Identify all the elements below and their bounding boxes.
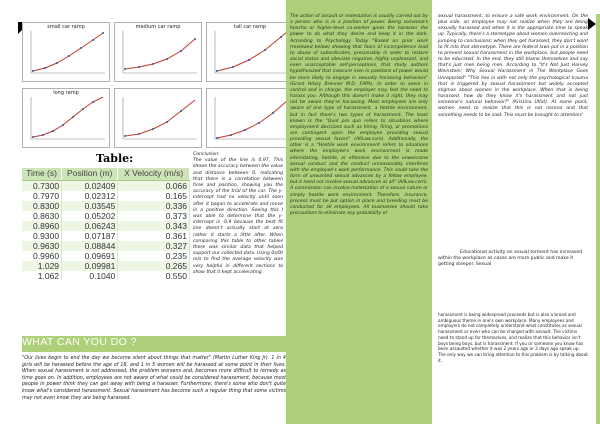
chart-svg	[115, 89, 201, 147]
table-cell: 0.9300	[22, 231, 62, 241]
table-row	[22, 271, 190, 281]
chart-curve	[125, 100, 195, 136]
table-header-time: Time (s)	[22, 168, 62, 180]
table-cell: 0.327	[118, 241, 190, 251]
charts-grid	[22, 22, 294, 150]
table-cell: 0.07187	[62, 231, 118, 241]
table-cell: 1.062	[22, 271, 62, 281]
chart-panel	[114, 88, 202, 148]
table-row	[22, 231, 190, 241]
conclusion-block	[193, 152, 283, 276]
table-cell: 0.03545	[62, 201, 118, 211]
chart-curve	[33, 97, 103, 137]
table-cell: 0.361	[118, 231, 190, 241]
table-cell: 0.9630	[22, 241, 62, 251]
table-cell: 0.7300	[22, 180, 62, 191]
conclusion-body: The value of the line is 0.97. This shows the accuracy between the value and distance between 0, indicating that there is a correlation between time and position, showing you the accuracy of the trial of the car. The y-intercept had no velocity until soon after it began to accelerate and move in a positive direction. Seeing this I was able to determine that the y-intercept is -0.9 because the best fit line doesn't actually start at zero rather it starts a little after. When comparing this table to other tables there was similar data that helped support our collected data. Using 0s/0t m/s to find the average velocity was very helpful in different sections to show that it kept accelerating.	[193, 158, 283, 275]
chart-panel	[114, 22, 202, 82]
right-plain-text: Educational activity on sexual torment has increased within the workplace as cases are more public and make it getting steeper. Sexual	[438, 250, 583, 268]
table-header-position: Position (m)	[62, 168, 118, 180]
table-header-velocity: X Velocity (m/s)	[118, 168, 190, 180]
middle-paragraph: The action of assault or molestation is usually carried out by a person who is in a position of power. Being someone's honcho or higher-level co-worker gives the harasser the power to do what they desire and keep it in the dark. According to Psychology Today "Based on prior work (reviewed below) showing that fears of incompetence lead to abuse of subordinates, presumably in order to restore social status and alleviate negative, highly unpleasant, and even unacceptable self-perceptions, that study authors hypothesized that insecure men in positions of power would be more likely to engage in sexually harassing behaviors" (Grant Hilary Brenner M.D. FAPA). In order to seem in control and in charge, the employer may feel the need to harass you. Although this doesn't make it right, they may not be aware they're harassing. Most employees are only aware of one type of harassment, a hostile environment, but in fact there's two types of harassment. The least known is the "Quid pro quo refers to situations where employment decisions such as hiring, firing, or promotions are contingent upon the employee providing sexual providing sexual favors" (AllLaw.com). Additionally, the other is a "Hostile work environment refers to situations where the employee's work environment is made intimidating, hostile, or offensive due to the unwelcome sexual conduct and the conduct unreasonably interferes with the employee's work performance. This could take the form of unwanted sexual advances by a fellow employee, but it need not involve sexual advances at all" (AllLaw.com). A commission can involve molestation of a sexual nature or simply hostile work environment. Therefore, insurance, process must be put option in place and breeding must be conducted for all employees. All businesses should take precautions to eliminate any probability of	[290, 14, 428, 216]
table-cell: 0.8630	[22, 211, 62, 221]
right-plain-paragraph	[438, 250, 588, 269]
left-column	[0, 0, 286, 424]
table-cell: 0.066	[118, 180, 190, 191]
right-italic-paragraph: sexual harassment, to ensure a safe work environment. On the plus side, an employee may not realize when they are being sexually harassed and when it is the appropriate time to speak up. Typically, there's a stereotype about women overreacting and jumping to conclusions; when they get harassed, they don't want to fit into that stereotype. There are federal laws put in a position to prevent sexual harassment in the workplace, but people need to be educated. In the end, they still blame themselves and say that's just men being men. According to "It's Not Just Harvey Weinstein: Why Sexual Harassment in The Workplace Goes Unreported" "This ties in with not only the psychological trauma that is triggered by sexual harassment but widely accepted stigmas about women in the workplace. When that is being harassed, how do they know it's harassment and not just someone's natural behavior?" (Kristina Ulfat). At some point, women need to realize that this is not normal and that something needs to be said. This must be brought to attention!	[438, 14, 588, 118]
table-cell: 0.06243	[62, 221, 118, 231]
arrow-right-icon	[588, 18, 596, 30]
chart-title: tall car ramp	[233, 24, 266, 30]
table-cell: 0.343	[118, 221, 190, 231]
chart-curve	[33, 33, 103, 71]
table-cell: 0.09981	[62, 261, 118, 271]
table-cell: 0.8300	[22, 201, 62, 211]
chart-panel	[206, 22, 294, 82]
table-row	[22, 251, 190, 261]
table-row	[22, 261, 190, 271]
table-cell: 0.7970	[22, 191, 62, 201]
chart-title: medium car ramp	[135, 24, 181, 30]
table-cell: 0.373	[118, 211, 190, 221]
table-row	[22, 180, 190, 191]
chart-curve	[217, 32, 287, 71]
table-cell: 1.029	[22, 261, 62, 271]
table-cell: 0.08844	[62, 241, 118, 251]
table-title: Table:	[96, 152, 134, 165]
chart-panel	[206, 88, 294, 148]
table-row	[22, 241, 190, 251]
chart-panel	[22, 22, 110, 82]
table-cell: 0.8960	[22, 221, 62, 231]
table-cell: 0.550	[118, 271, 190, 281]
intro-paragraph: "Our lives begin to end the day we become silent about things that matter" (Martin Luther King Jr). 1 in 4 girls will be harassed before the age of 18, and 1 in 5 women will be harassed at some point in their lives. When sexual harassment is not addressed, the problem worsens and, becomes more difficult to remedy as time goes on. In addition, employees are not aware of what could be considered harassment, because most people in power think they can get away with being a harasser. Furthermore, there's some who don't quite know what's considered harassment. Sexual harassment has become such a regular thing that some victims may not even know they are being harassed.	[22, 356, 286, 401]
chart-svg	[115, 23, 201, 81]
table-cell: 0.9960	[22, 251, 62, 261]
right-column	[432, 0, 600, 424]
conclusion-heading: Conclusion:	[193, 152, 220, 157]
right-edge-bar	[596, 14, 600, 424]
chart-svg	[23, 89, 109, 147]
table-cell: 0.02312	[62, 191, 118, 201]
chart-title: long ramp	[53, 90, 79, 96]
table-cell: 0.336	[118, 201, 190, 211]
table-cell: 0.1040	[62, 271, 118, 281]
chart-svg	[207, 89, 293, 147]
table-row	[22, 221, 190, 231]
chart-curve	[125, 39, 195, 69]
table-row	[22, 201, 190, 211]
table-row	[22, 191, 190, 201]
table-cell: 0.09691	[62, 251, 118, 261]
table-cell: 0.05202	[62, 211, 118, 221]
chart-panel	[22, 88, 110, 148]
chart-svg	[23, 23, 109, 81]
table-cell: 0.235	[118, 251, 190, 261]
data-table	[22, 168, 190, 281]
chart-svg	[207, 23, 293, 81]
table-row	[22, 211, 190, 221]
chart-title: small car ramp	[47, 24, 85, 30]
chart-curve	[217, 101, 287, 138]
middle-column	[286, 0, 432, 424]
table-cell: 0.02409	[62, 180, 118, 191]
table-cell: 0.265	[118, 261, 190, 271]
right-small-paragraph: harassment is being widespread proceeds but is also a broad and ambiguous theme in one's own workplace. Many employees and employers do not completely understand what constitutes as sexual harassment or even who can be charged with assault. The victims need to stand up for themselves, and realize that this behavior isn't boys being boys, but is harassment. If you or someone you know has been assaulted whether it was 2 years ago or 2 days ago speak up. The only way we can bring attention to this problem is by talking about it.	[438, 312, 588, 363]
section-heading: WHAT CAN YOU DO ?	[22, 336, 137, 348]
table-body	[22, 180, 190, 281]
table-cell: 0.165	[118, 191, 190, 201]
